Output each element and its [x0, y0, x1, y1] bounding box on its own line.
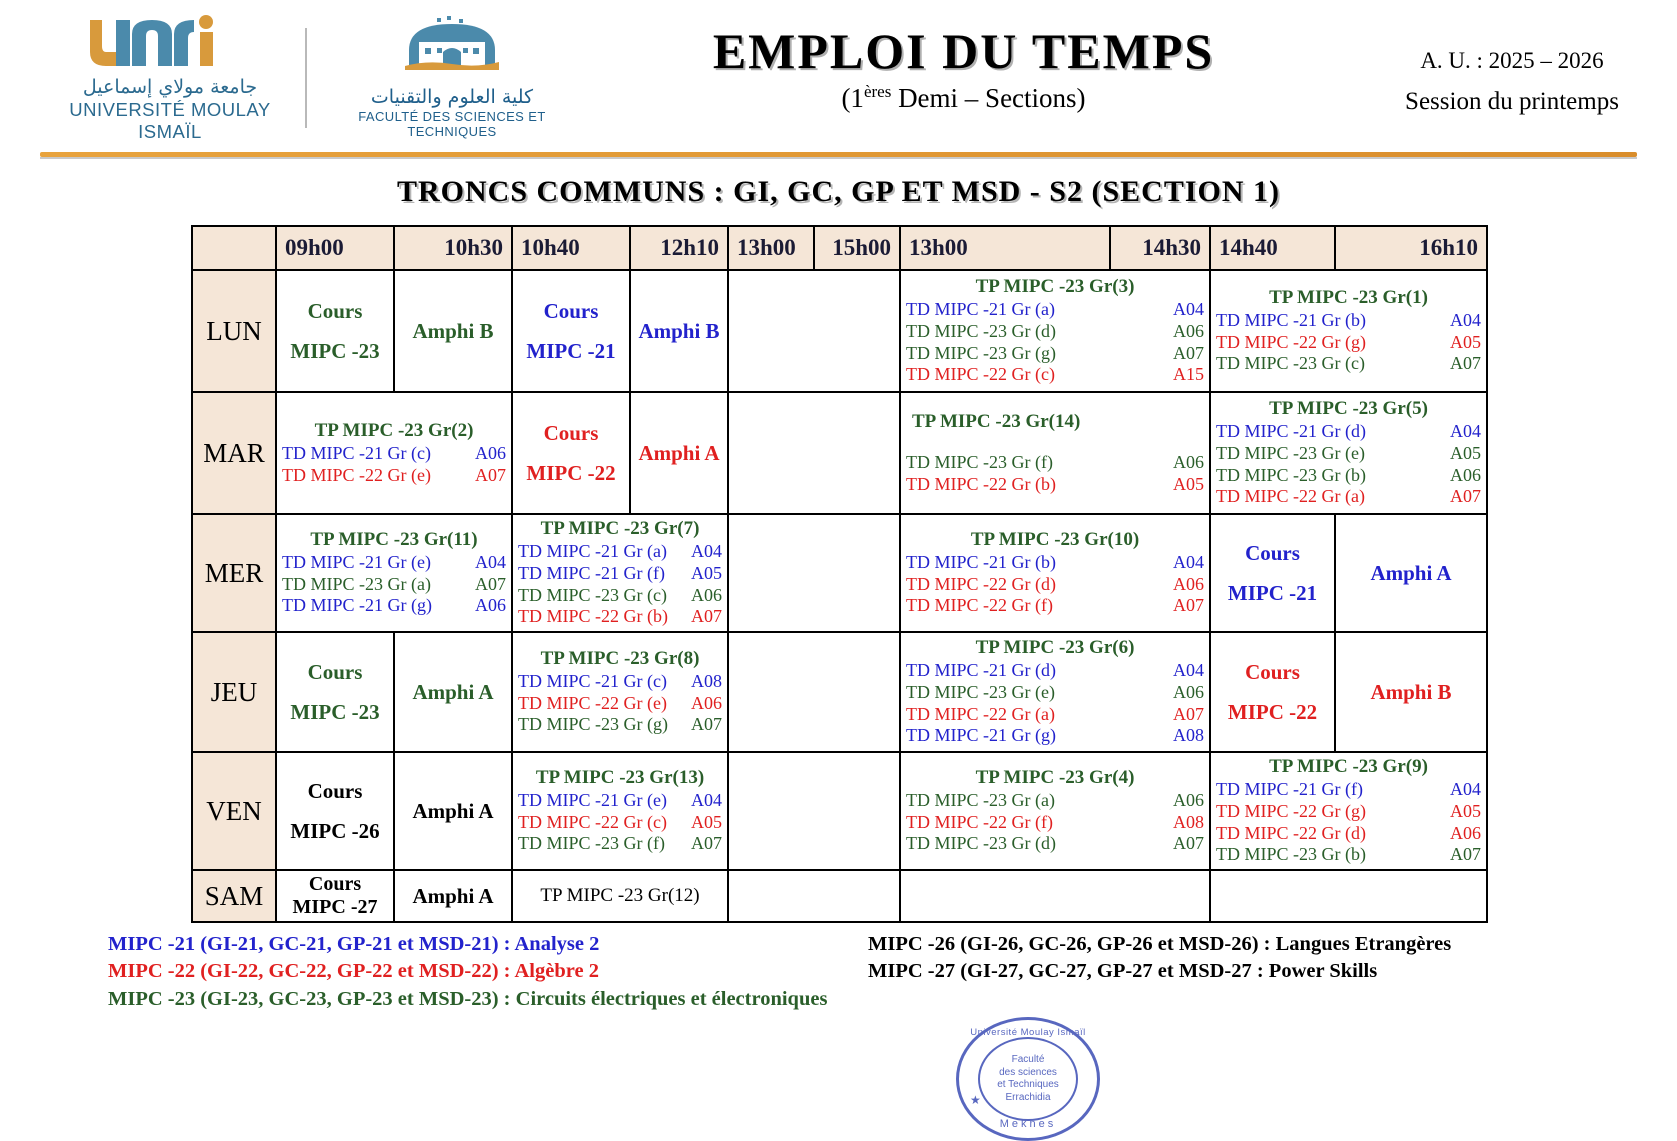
tp-line-room: A06: [1173, 320, 1204, 341]
tp-line-name: TD MIPC -23 Gr (a): [282, 573, 431, 594]
tp-line-room: A07: [691, 606, 722, 627]
tp-line-name: TD MIPC -21 Gr (f): [1216, 779, 1363, 800]
tp-title: TP MIPC -23 Gr(13): [535, 767, 705, 789]
tp-line-name: TD MIPC -22 Gr (f): [906, 595, 1053, 616]
tp-line: [518, 714, 722, 736]
tp-line: [282, 443, 506, 465]
tp-line-name: TD MIPC -23 Gr (f): [906, 451, 1053, 472]
cell-room[interactable]: [394, 752, 512, 870]
cell-cours[interactable]: [512, 270, 630, 392]
tp-line-room: A04: [1450, 421, 1481, 442]
time-start-2: 13h00: [728, 226, 814, 270]
tp-line-room: A07: [691, 714, 722, 735]
tp-title: TP MIPC -23 Gr(11): [310, 529, 478, 551]
tp-line: [906, 552, 1204, 574]
tp-line-room: A07: [1450, 353, 1481, 374]
stamp-line1: Faculté: [1011, 1054, 1045, 1065]
tp-title: TP MIPC -23 Gr(6): [975, 637, 1135, 659]
tp-title: TP MIPC -23 Gr(4): [975, 767, 1135, 789]
cours-label: Cours: [308, 873, 362, 895]
cell-cours[interactable]: [512, 392, 630, 514]
tp-line-name: TD MIPC -22 Gr (a): [1216, 486, 1365, 507]
tp-line-name: TD MIPC -22 Gr (c): [518, 811, 667, 832]
tp-line-room: A06: [475, 595, 506, 616]
cours-label: Cours: [307, 659, 363, 684]
day-label-ven: VEN: [192, 752, 276, 870]
tp-line-name: TD MIPC -22 Gr (b): [906, 473, 1056, 494]
cell-tp[interactable]: [512, 752, 728, 870]
tp-line: [1216, 844, 1481, 866]
tp-line-name: TD MIPC -23 Gr (a): [906, 790, 1055, 811]
tp-line: [906, 660, 1204, 682]
gray-rule: [40, 157, 1637, 159]
cours-module: MIPC -23: [290, 700, 380, 724]
page-header: [0, 0, 1677, 150]
tp-line-name: TD MIPC -21 Gr (b): [906, 552, 1056, 573]
tp-line: [906, 812, 1204, 834]
time-start-3: 13h00: [900, 226, 1110, 270]
table-row: [192, 270, 1487, 392]
tp-line-room: A06: [1450, 464, 1481, 485]
cours-block: [513, 299, 629, 363]
tp-line-name: TD MIPC -21 Gr (a): [518, 541, 667, 562]
tp-line: [1216, 310, 1481, 332]
tp-line: [518, 563, 722, 585]
timetable: [191, 225, 1488, 923]
subtitle-rest: Demi – Sections): [891, 83, 1086, 113]
table-row: [192, 752, 1487, 870]
cell-tp[interactable]: [512, 632, 728, 752]
tp-title: TP MIPC -23 Gr(2): [314, 419, 474, 441]
official-stamp: [956, 1017, 1100, 1141]
tp-line: [518, 812, 722, 834]
table-row: [192, 632, 1487, 752]
cours-block: [513, 421, 629, 485]
tp-line-name: TD MIPC -23 Gr (b): [1216, 464, 1366, 485]
cours-module: MIPC -26: [290, 819, 380, 843]
tp-line-room: A06: [1173, 681, 1204, 702]
tp-line-name: TD MIPC -23 Gr (e): [906, 681, 1055, 702]
logos: [0, 0, 580, 143]
stamp-inner: [978, 1037, 1078, 1121]
cell-room[interactable]: [630, 270, 728, 392]
tp-line: [906, 574, 1204, 596]
cell-tp[interactable]: [512, 870, 728, 922]
tp-line-room: A05: [691, 562, 722, 583]
tp-line-name: TD MIPC -23 Gr (d): [906, 320, 1056, 341]
cell-tp[interactable]: [276, 514, 512, 632]
tp-title: TP MIPC -23 Gr(5): [1269, 398, 1428, 420]
cell-room[interactable]: [394, 270, 512, 392]
tp-line-room: A05: [1450, 442, 1481, 463]
cours-module: MIPC -21: [526, 339, 616, 363]
fst-name-french: FACULTÉ DES SCIENCES ET TECHNIQUES: [358, 109, 546, 139]
tp-line: [518, 693, 722, 715]
page-title: EMPLOI DU TEMPS: [712, 23, 1215, 79]
logo-divider: [305, 28, 307, 128]
tp-title: TP MIPC -23 Gr(3): [975, 276, 1135, 298]
tp-line-name: TD MIPC -22 Gr (a): [906, 703, 1055, 724]
cell-cours[interactable]: [1210, 514, 1335, 632]
time-start-0: 09h00: [276, 226, 394, 270]
tp-line-room: A07: [1450, 844, 1481, 865]
tp-title: TP MIPC -23 Gr(10): [970, 529, 1140, 551]
cours-block: [277, 873, 393, 919]
cours-module: MIPC -22: [526, 461, 616, 485]
cours-label: Cours: [307, 298, 363, 323]
cell-cours[interactable]: [1210, 632, 1335, 752]
subtitle-prefix: (1: [841, 83, 864, 113]
timetable-body: [192, 226, 1487, 922]
tp-line: [1216, 779, 1481, 801]
cell-room[interactable]: [630, 392, 728, 514]
tp-title: TP MIPC -23 Gr(8): [540, 648, 700, 670]
room-label: Amphi A: [412, 679, 494, 704]
tp-line-name: TD MIPC -22 Gr (e): [282, 464, 431, 485]
cell-cours[interactable]: [276, 270, 394, 392]
legend: [0, 931, 1677, 1013]
tp-title: TP MIPC -23 Gr(7): [540, 518, 700, 540]
tp-block: [901, 526, 1209, 620]
tp-line-name: TD MIPC -21 Gr (d): [1216, 421, 1366, 442]
tp-title: TP MIPC -23 Gr(12): [540, 885, 700, 906]
tp-line-name: TD MIPC -22 Gr (c): [906, 364, 1055, 385]
tp-line-name: TD MIPC -22 Gr (g): [1216, 331, 1366, 352]
cell-empty[interactable]: [1210, 870, 1487, 922]
tp-line-name: TD MIPC -23 Gr (g): [518, 714, 668, 735]
cell-tp[interactable]: [1210, 392, 1487, 514]
umi-name-french: UNIVERSITÉ MOULAY ISMAÏL: [69, 99, 271, 142]
tp-line-room: A04: [1450, 779, 1481, 800]
tp-line-room: A04: [1173, 552, 1204, 573]
day-label-sam: SAM: [192, 870, 276, 922]
day-label-lun: LUN: [192, 270, 276, 392]
tp-line: [1216, 332, 1481, 354]
tp-line-room: A04: [1450, 310, 1481, 331]
cell-empty[interactable]: [728, 752, 900, 870]
legend-item: MIPC -23 (GI-23, GC-23, GP-23 et MSD-23) : Circuits électriques et électroniques: [108, 987, 828, 1010]
time-start-4: 14h40: [1210, 226, 1335, 270]
tp-block: [901, 764, 1209, 858]
time-end-0: 10h30: [394, 226, 512, 270]
tp-block: [277, 417, 511, 489]
tp-line-room: A06: [475, 442, 506, 463]
cell-empty[interactable]: [900, 870, 1210, 922]
tp-line: [906, 364, 1204, 386]
tp-line: [518, 790, 722, 812]
tp-line-name: TD MIPC -21 Gr (b): [1216, 310, 1366, 331]
tp-line-name: TD MIPC -22 Gr (f): [906, 811, 1053, 832]
academic-year: A. U. : 2025 – 2026: [1420, 48, 1604, 73]
tp-line-name: TD MIPC -22 Gr (b): [518, 606, 668, 627]
tp-block: [1211, 284, 1486, 378]
title-block: [580, 0, 1347, 114]
stamp-line3: et Techniques: [997, 1079, 1059, 1090]
tp-spacer: [906, 434, 1204, 452]
cell-empty[interactable]: [728, 392, 900, 514]
tp-line: [518, 833, 722, 855]
tp-line: [906, 595, 1204, 617]
tp-line-room: A15: [1173, 364, 1204, 385]
tp-line-room: A05: [1450, 331, 1481, 352]
tp-block: [277, 526, 511, 620]
time-start-1: 10h40: [512, 226, 630, 270]
time-end-3: 14h30: [1110, 226, 1210, 270]
tp-line-name: TD MIPC -23 Gr (g): [906, 342, 1056, 363]
session-label: Session du printemps: [1405, 88, 1619, 115]
room-label: Amphi B: [1370, 679, 1452, 704]
tp-line-room: A06: [691, 584, 722, 605]
tp-line-room: A06: [691, 692, 722, 713]
cell-tp[interactable]: [900, 752, 1210, 870]
tp-block: [1211, 395, 1486, 510]
tp-block: [513, 645, 727, 739]
cours-module: MIPC -22: [1227, 700, 1318, 724]
tp-line-name: TD MIPC -22 Gr (d): [906, 573, 1056, 594]
cell-cours[interactable]: [276, 752, 394, 870]
tp-line: [282, 595, 506, 617]
day-label-mer: MER: [192, 514, 276, 632]
tp-line-name: TD MIPC -21 Gr (f): [518, 562, 665, 583]
cell-tp[interactable]: [900, 632, 1210, 752]
tp-block: [901, 634, 1209, 749]
tp-line-room: A04: [691, 541, 722, 562]
umi-mark-icon: [55, 12, 285, 74]
room-label: Amphi A: [412, 883, 494, 908]
tp-line-room: A05: [1450, 800, 1481, 821]
tp-line: [906, 452, 1204, 474]
room-label: Amphi A: [638, 440, 720, 465]
tp-line-name: TD MIPC -21 Gr (c): [518, 671, 667, 692]
cell-empty[interactable]: [728, 870, 900, 922]
tp-line-room: A07: [691, 833, 722, 854]
cell-cours[interactable]: [276, 870, 394, 922]
tp-line: [1216, 486, 1481, 508]
cell-tp[interactable]: [900, 392, 1210, 514]
tp-line-name: TD MIPC -22 Gr (e): [518, 692, 667, 713]
tp-block: [901, 408, 1209, 498]
cell-cours[interactable]: [276, 632, 394, 752]
tp-line-room: A07: [1173, 703, 1204, 724]
cours-module: MIPC -23: [290, 339, 380, 363]
tp-line: [518, 606, 722, 628]
tp-line: [282, 574, 506, 596]
tp-line: [518, 541, 722, 563]
tp-line: [906, 682, 1204, 704]
tp-block: [901, 273, 1209, 388]
tp-line-name: TD MIPC -23 Gr (c): [518, 584, 667, 605]
tp-line-room: A06: [1450, 822, 1481, 843]
tp-line: [906, 790, 1204, 812]
tp-line-room: A07: [1173, 833, 1204, 854]
tp-line-room: A08: [1173, 811, 1204, 832]
stamp-line4: Errachidia: [1005, 1091, 1051, 1103]
academic-info: [1347, 0, 1677, 116]
day-label-jeu: JEU: [192, 632, 276, 752]
fst-name-arabic: كلية العلوم والتقنيات: [370, 86, 534, 108]
tp-line: [906, 725, 1204, 747]
tp-line: [1216, 823, 1481, 845]
legend-item: MIPC -21 (GI-21, GC-21, GP-21 et MSD-21) : Analyse 2: [108, 933, 600, 955]
cours-label: Cours: [307, 778, 363, 803]
tp-line-name: TD MIPC -21 Gr (g): [906, 725, 1056, 746]
time-header-row: [192, 226, 1487, 270]
cell-tp[interactable]: [512, 514, 728, 632]
tp-line: [518, 585, 722, 607]
tp-line-name: TD MIPC -21 Gr (e): [282, 552, 431, 573]
tp-line: [282, 465, 506, 487]
stamp-line2: des sciences: [999, 1066, 1057, 1078]
cours-module: MIPC -21: [1227, 581, 1318, 605]
cours-block: [1211, 541, 1334, 605]
tp-line: [906, 299, 1204, 321]
cell-empty[interactable]: [728, 270, 900, 392]
tp-line-room: A07: [1173, 595, 1204, 616]
subtitle-sup: ères: [863, 82, 892, 101]
tp-line-name: TD MIPC -23 Gr (c): [1216, 353, 1365, 374]
stamp-arc-top: Université Moulay Ismaïl: [970, 1027, 1086, 1038]
tp-line-room: A07: [1173, 342, 1204, 363]
tp-line-name: TD MIPC -23 Gr (d): [906, 833, 1056, 854]
section-title: TRONCS COMMUNS : GI, GC, GP ET MSD - S2 (SECTION 1): [396, 175, 1281, 208]
tp-block: [513, 764, 727, 858]
tp-line-room: A07: [475, 464, 506, 485]
cours-label: Cours: [543, 420, 599, 445]
stamp-star-icon: ★: [970, 1093, 981, 1107]
stamp-arc-bottom: Meknes: [999, 1118, 1057, 1131]
legend-item: MIPC -27 (GI-27, GC-27, GP-27 et MSD-27 : Power Skills: [868, 960, 1378, 983]
tp-line-room: A04: [475, 552, 506, 573]
cours-block: [277, 299, 393, 363]
tp-line: [1216, 421, 1481, 443]
tp-line: [1216, 443, 1481, 465]
tp-line-name: TD MIPC -23 Gr (f): [518, 833, 665, 854]
cell-room[interactable]: [1335, 632, 1487, 752]
tp-line-room: A06: [1173, 790, 1204, 811]
tp-line: [518, 671, 722, 693]
cours-block: [277, 660, 393, 724]
tp-line-room: A04: [1173, 660, 1204, 681]
tp-line: [906, 321, 1204, 343]
time-end-1: 12h10: [630, 226, 728, 270]
cours-label: Cours: [543, 298, 599, 323]
room-label: Amphi A: [1370, 560, 1452, 585]
cours-label: Cours: [1245, 659, 1300, 684]
cell-tp[interactable]: [1210, 270, 1487, 392]
legend-item: MIPC -22 (GI-22, GC-22, GP-22 et MSD-22) : Algèbre 2: [108, 960, 599, 983]
tp-line-room: A06: [1173, 451, 1204, 472]
tp-line-room: A06: [1173, 573, 1204, 594]
legend-left-column: [108, 931, 848, 1013]
tp-block: [1211, 753, 1486, 868]
table-row: [192, 392, 1487, 514]
tp-line: [1216, 353, 1481, 375]
table-row: [192, 870, 1487, 922]
umi-logo-icon: [55, 12, 285, 143]
table-row: [192, 514, 1487, 632]
tp-line: [906, 343, 1204, 365]
tp-title: TP MIPC -23 Gr(9): [1269, 756, 1428, 778]
tp-line-room: A04: [691, 790, 722, 811]
tp-line-room: A05: [1173, 473, 1204, 494]
cell-tp[interactable]: [276, 392, 512, 514]
cell-room[interactable]: [394, 870, 512, 922]
time-end-4: 16h10: [1335, 226, 1487, 270]
tp-line-room: A07: [475, 573, 506, 594]
tp-line-name: TD MIPC -21 Gr (e): [518, 790, 667, 811]
legend-right-column: [848, 931, 1637, 1013]
room-label: Amphi B: [638, 318, 720, 343]
cours-block: [1211, 660, 1334, 724]
cell-room[interactable]: [394, 632, 512, 752]
tp-line-room: A08: [691, 671, 722, 692]
legend-item: MIPC -26 (GI-26, GC-26, GP-26 et MSD-26) : Langues Etrangères: [868, 933, 1452, 955]
tp-line-name: TD MIPC -21 Gr (d): [906, 660, 1056, 681]
umi-name-arabic: جامعة مولاي إسماعيل: [82, 76, 258, 98]
tp-line-name: TD MIPC -22 Gr (g): [1216, 800, 1366, 821]
tp-line-name: TD MIPC -21 Gr (a): [906, 299, 1055, 320]
fst-logo-icon: [327, 16, 577, 139]
tp-title: TP MIPC -23 Gr(1): [1269, 287, 1428, 309]
corner-cell: [192, 226, 276, 270]
page-subtitle: [580, 82, 1347, 114]
tp-line: [906, 704, 1204, 726]
cell-tp[interactable]: [900, 270, 1210, 392]
tp-line-name: TD MIPC -21 Gr (c): [282, 442, 431, 463]
tp-line: [282, 552, 506, 574]
cours-block: [277, 779, 393, 843]
tp-line: [906, 833, 1204, 855]
tp-line-room: A07: [1450, 486, 1481, 507]
tp-line-name: TD MIPC -23 Gr (b): [1216, 844, 1366, 865]
tp-line-room: A08: [1173, 725, 1204, 746]
time-end-2: 15h00: [814, 226, 900, 270]
tp-title: TP MIPC -23 Gr(14): [912, 410, 1081, 432]
tp-line-name: TD MIPC -23 Gr (e): [1216, 442, 1365, 463]
cours-module: MIPC -27: [292, 896, 378, 918]
tp-line: [906, 474, 1204, 496]
tp-block: [513, 515, 727, 630]
room-label: Amphi B: [412, 318, 494, 343]
tp-line-name: TD MIPC -22 Gr (d): [1216, 822, 1366, 843]
tp-line: [1216, 801, 1481, 823]
tp-line-room: A05: [691, 811, 722, 832]
tp-line-name: TD MIPC -21 Gr (g): [282, 595, 432, 616]
cell-tp[interactable]: [1210, 752, 1487, 870]
tp-line: [1216, 465, 1481, 487]
cell-empty[interactable]: [728, 514, 900, 632]
cell-room[interactable]: [1335, 514, 1487, 632]
tp-line-room: A04: [1173, 299, 1204, 320]
room-label: Amphi A: [412, 798, 494, 823]
day-label-mar: MAR: [192, 392, 276, 514]
cours-label: Cours: [1245, 540, 1300, 565]
cell-empty[interactable]: [728, 632, 900, 752]
cell-tp[interactable]: [900, 514, 1210, 632]
